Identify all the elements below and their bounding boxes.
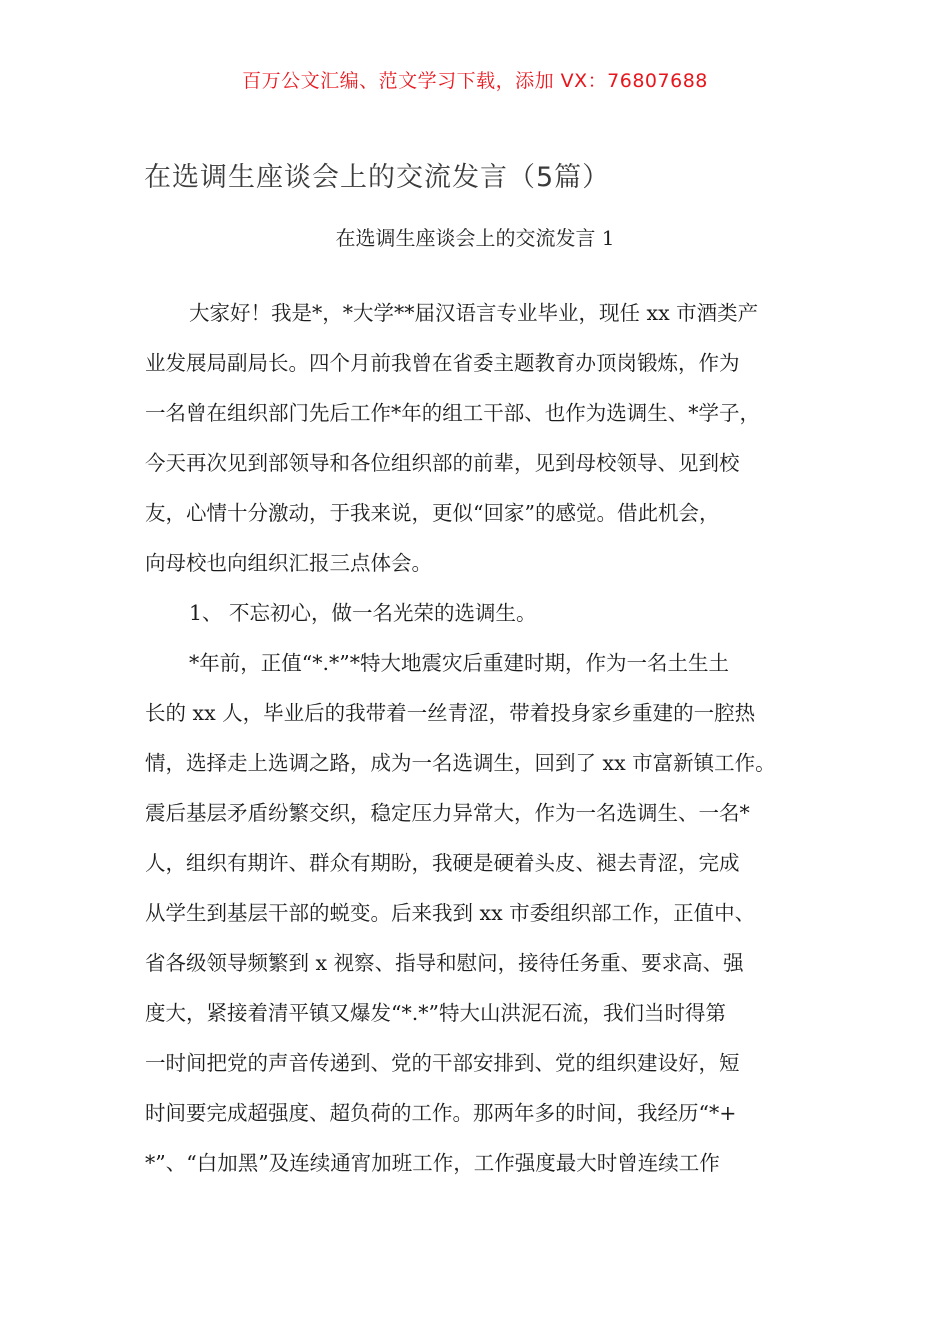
- body-line: 震后基层矛盾纷繁交织，稳定压力异常大，作为一名选调生、一名*: [145, 801, 750, 825]
- document-title: 在选调生座谈会上的交流发言（5篇）: [144, 162, 611, 193]
- body-line: 省各级领导频繁到 x 视察、指导和慰问，接待任务重、要求高、强: [145, 951, 744, 975]
- body-line: 今天再次见到部领导和各位组织部的前辈，见到母校领导、见到校: [145, 451, 740, 475]
- body-line: 情，选择走上选调之路，成为一名选调生，回到了 xx 市富新镇工作。: [145, 751, 776, 775]
- body-line: 一名曾在组织部门先后工作*年的组工干部、也作为选调生、*学子，: [145, 401, 760, 425]
- body-line: 一时间把党的声音传递到、党的干部安排到、党的组织建设好，短: [145, 1051, 740, 1075]
- body-line: 从学生到基层干部的蜕变。后来我到 xx 市委组织部工作，正值中、: [145, 901, 756, 925]
- body-line: 长的 xx 人，毕业后的我带着一丝青涩，带着投身家乡重建的一腔热: [145, 701, 756, 725]
- body-line: 大家好！我是*，*大学**届汉语言专业毕业，现任 xx 市酒类产: [189, 301, 759, 325]
- body-line: 向母校也向组织汇报三点体会。: [145, 551, 432, 575]
- body-line: 业发展局副局长。四个月前我曾在省委主题教育办顶岗锻炼，作为: [145, 351, 740, 375]
- body-line: 人，组织有期许、群众有期盼，我硬是硬着头皮、褪去青涩，完成: [145, 851, 740, 875]
- section-heading: 1、 不忘初心，做一名光荣的选调生。: [189, 601, 537, 625]
- promo-banner: 百万公文汇编、范文学习下载，添加 VX：76807688: [242, 70, 708, 92]
- document-body: [145, 288, 815, 1188]
- body-line: 友，心情十分激动，于我来说，更似“回家”的感觉。借此机会，: [145, 501, 720, 525]
- body-line: 时间要完成超强度、超负荷的工作。那两年多的时间，我经历“*+: [145, 1101, 737, 1125]
- body-line: *年前，正值“*.*”*特大地震灾后重建时期，作为一名土生土: [189, 651, 729, 675]
- body-line: 度大，紧接着清平镇又爆发“*.*”特大山洪泥石流，我们当时得第: [145, 1001, 726, 1025]
- section-title: 在选调生座谈会上的交流发言 1: [335, 226, 615, 250]
- body-line: *”、“白加黑”及连续通宵加班工作，工作强度最大时曾连续工作: [145, 1151, 720, 1175]
